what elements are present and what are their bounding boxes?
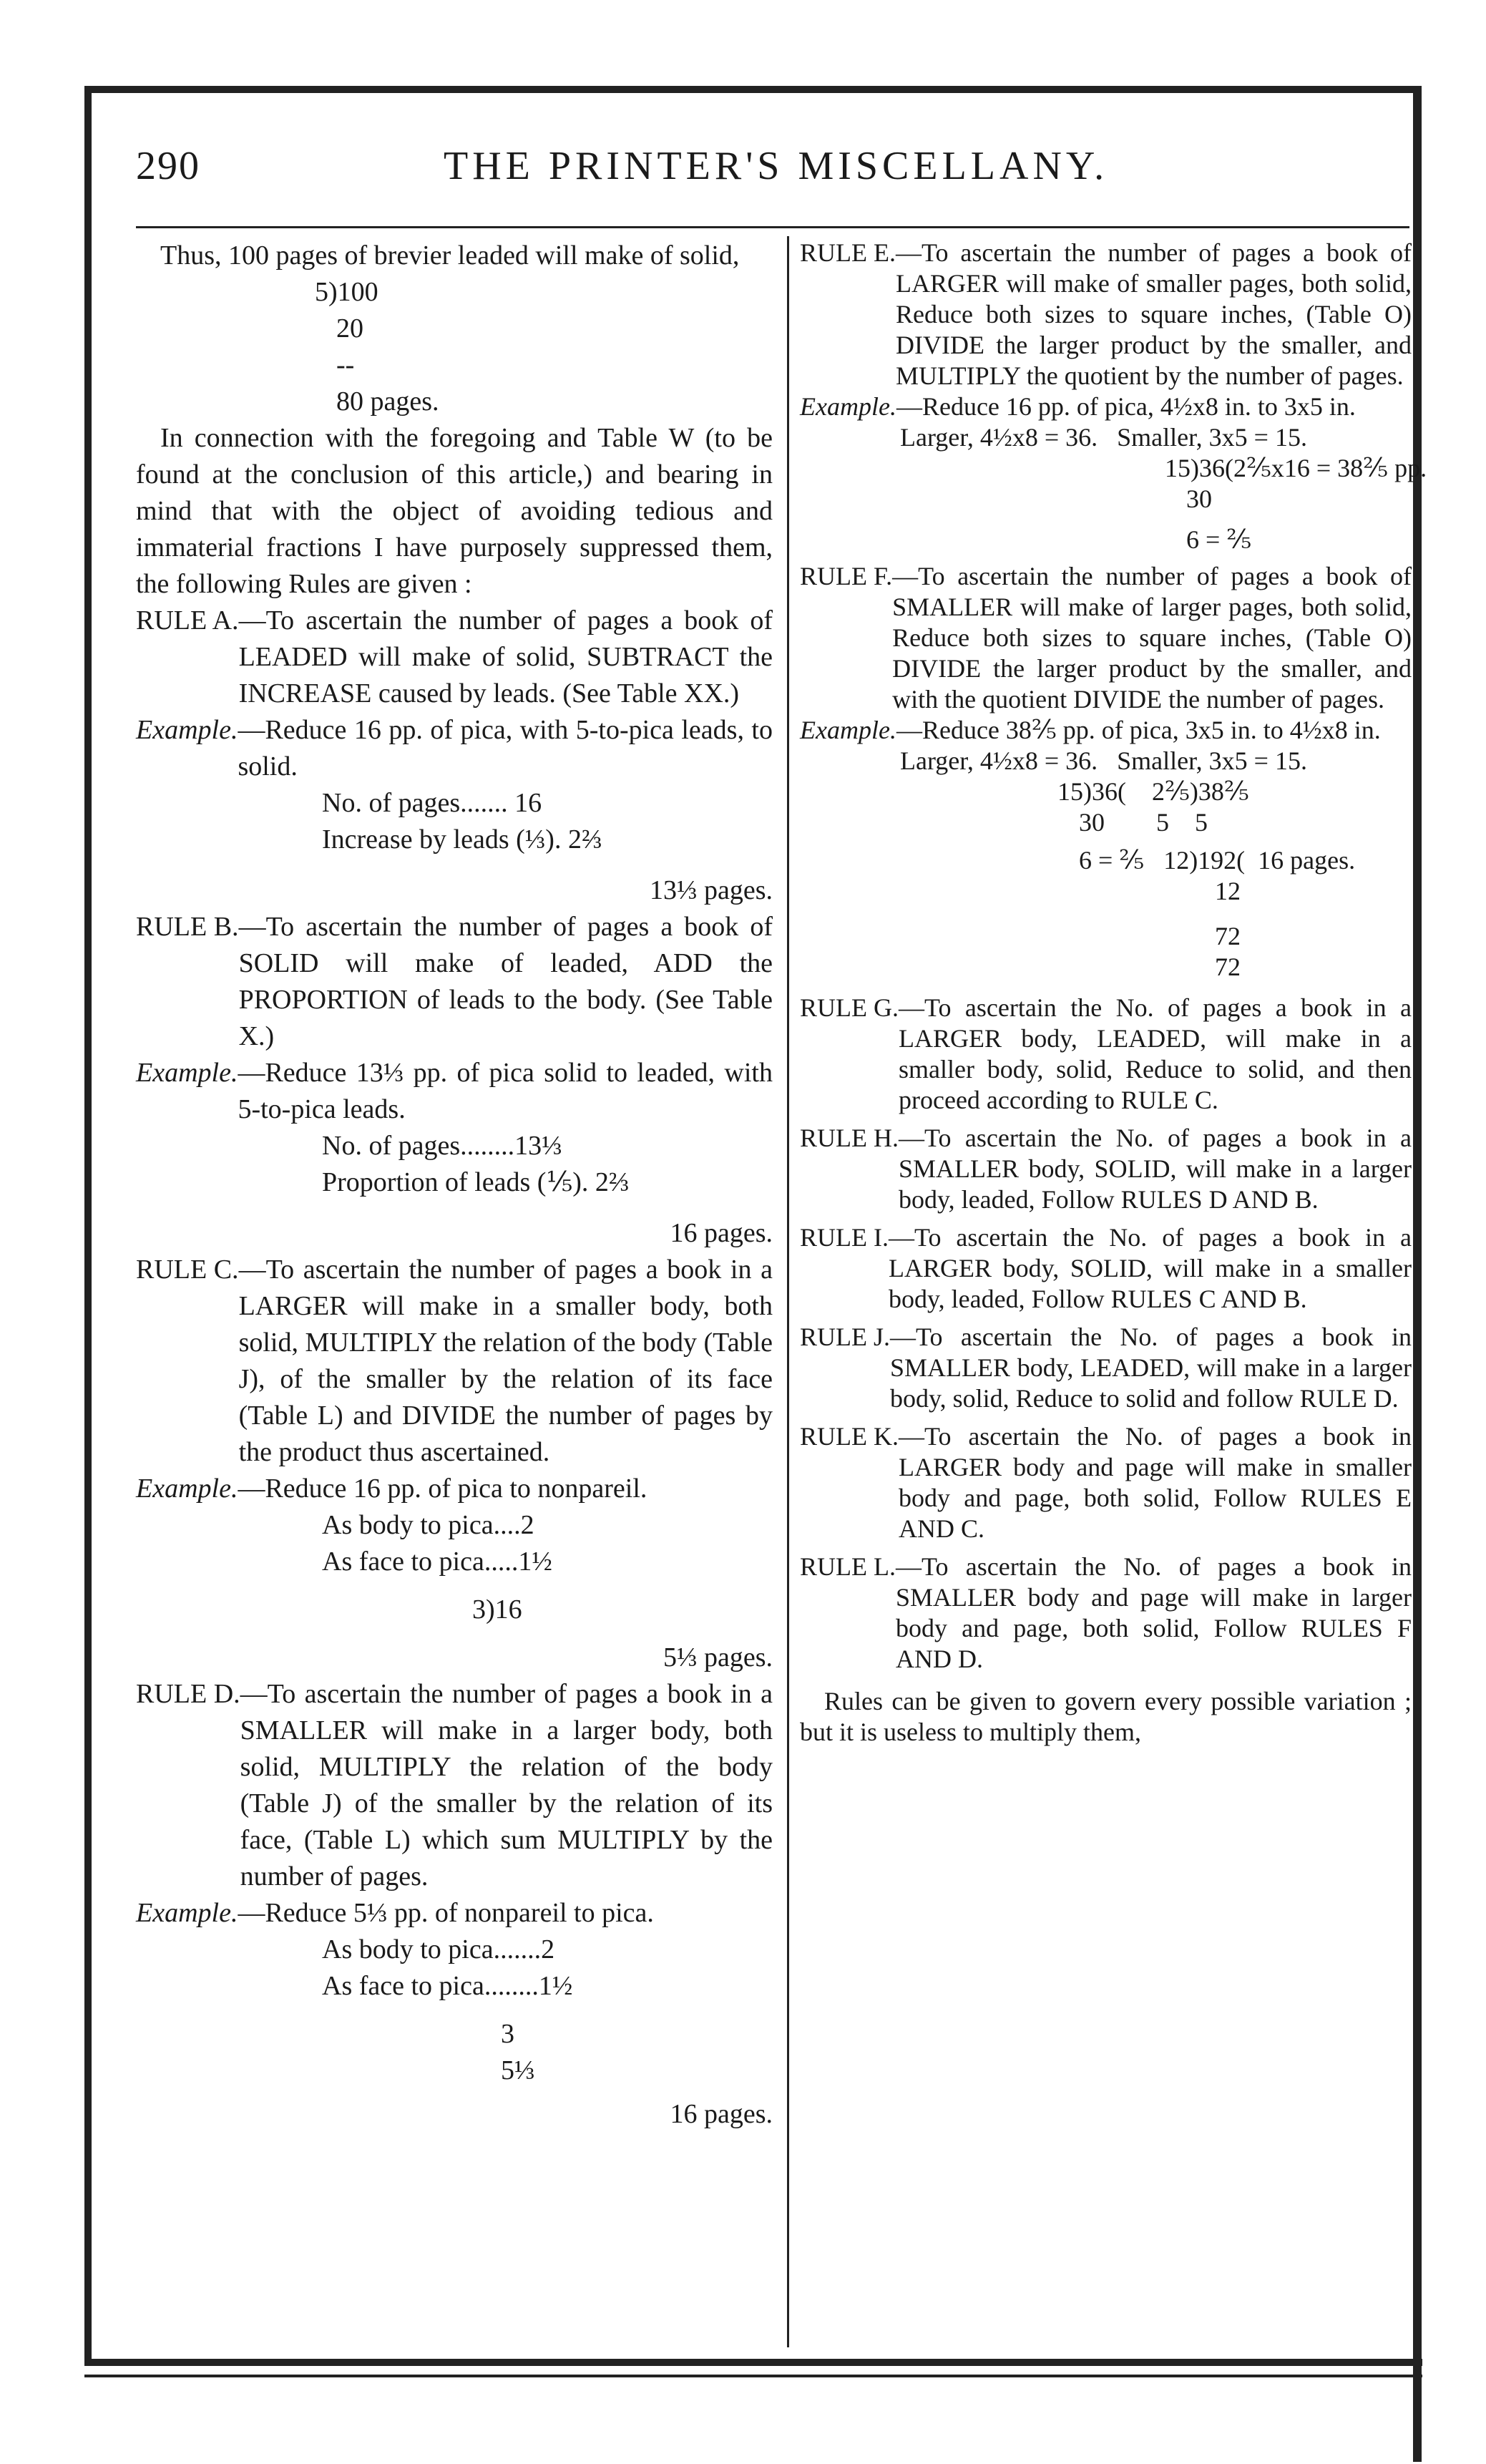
header-rule (136, 226, 1409, 228)
rule-c (136, 1252, 773, 1471)
example-a (136, 712, 773, 785)
rule-g (800, 993, 1412, 1116)
rule-label: RULE K. (800, 1422, 899, 1451)
rule-label: RULE D. (136, 1679, 240, 1709)
page-border-top (84, 86, 1417, 93)
rule-e (800, 238, 1412, 391)
example-d (136, 1895, 773, 1932)
example-label: Example. (136, 1474, 238, 1504)
calc-line: Larger, 4½x8 = 36. Smaller, 3x5 = 15. (900, 746, 1307, 775)
example-label: Example. (800, 716, 896, 744)
rule-l (800, 1552, 1412, 1675)
rule-d (136, 1676, 773, 1895)
running-title: THE PRINTER'S MISCELLANY. (444, 144, 1109, 188)
rule-text: —To ascertain the No. of pages a book in a SMALLER body, SOLID, will make in a larger body, leaded, Follow RULES D AND B. (899, 1124, 1412, 1214)
calc-line: Larger, 4½x8 = 36. Smaller, 3x5 = 15. (900, 423, 1307, 452)
page-border-bottom (84, 2359, 1422, 2366)
calc-line: Proportion of leads (⅕). 2⅔ (322, 1167, 630, 1197)
example-a-calc (136, 785, 773, 909)
rule-label: RULE L. (800, 1552, 896, 1581)
rule-i (800, 1222, 1412, 1315)
calc-line: 5)100 (315, 277, 378, 307)
example-b (136, 1055, 773, 1128)
example-label: Example. (136, 1058, 238, 1088)
example-text: —Reduce 5⅓ pp. of nonpareil to pica. (238, 1898, 654, 1928)
example-d-calc (136, 1932, 773, 2133)
rule-text: —To ascertain the No. of pages a book in SMALLER body, LEADED, will make in a larger body, solid, Reduce to solid and follow RULE D. (890, 1323, 1412, 1413)
example-e (800, 391, 1412, 422)
page-number: 290 (136, 144, 200, 188)
calc-result: 16 pages. (670, 2099, 773, 2129)
example-b-calc (136, 1128, 773, 1252)
calc-line: 15)36( 2⅖)38⅖ (1057, 777, 1249, 806)
rule-k (800, 1421, 1412, 1544)
rule-j (800, 1322, 1412, 1414)
rule-text: —To ascertain the No. of pages a book in a LARGER body, SOLID, will make in a smaller body, leaded, Follow RULES C AND B. (888, 1223, 1412, 1313)
rule-text: —To ascertain the No. of pages a book in SMALLER body and page will make in larger body and page, both solid, Follow RULES F AND D. (895, 1552, 1412, 1673)
page-border-right (1413, 86, 1422, 2462)
calc-line: 3 (501, 2019, 514, 2049)
rule-text: —To ascertain the number of pages a book of LEADED will make of solid, SUBTRACT the INCREASE caused by leads. (See Table XX.) (238, 605, 773, 708)
example-text: —Reduce 16 pp. of pica to nonpareil. (238, 1474, 647, 1504)
rule-text: —To ascertain the No. of pages a book in a LARGER body, LEADED, will make in a smaller body, solid, Reduce to solid, and then proceed according to RULE C. (899, 993, 1412, 1114)
rules-intro-paragraph: In connection with the foregoing and Table W (to be found at the conclusion of this article,) and bearing in mind that with the object of avoiding tedious and immaterial fractions I have purposely suppressed them, the following Rules are given : (136, 423, 773, 599)
intro-paragraph: Thus, 100 pages of brevier leaded will make of solid, (160, 240, 740, 271)
column-divider (787, 236, 789, 2347)
calc-line: Increase by leads (⅓). 2⅔ (322, 824, 602, 854)
right-column (800, 238, 1427, 1748)
rule-h (800, 1123, 1412, 1215)
rule-text: —To ascertain the number of pages a book in a SMALLER will make in a larger body, both solid, MULTIPLY the relation of the body (Table J) of the smaller by the relation of its face, (Table L) which sum MULTIPLY by the number of pages. (240, 1679, 773, 1891)
calc-line: 6 = ⅖ 12)192( 16 pages. (1079, 846, 1356, 875)
example-e-calc (800, 422, 1427, 555)
example-c-calc (136, 1507, 773, 1676)
rule-label: RULE I. (800, 1223, 889, 1252)
rule-text: —To ascertain the number of pages a book in a LARGER will make in a smaller body, both solid, MULTIPLY the relation of the body (Table J), of the smaller by the relation of its face (Table L) and DIVIDE the number of pages by the product thus ascertained. (238, 1255, 773, 1467)
left-column (136, 238, 773, 2133)
calc-result: 16 pages. (670, 1218, 773, 1248)
rule-label: RULE G. (800, 993, 899, 1022)
rule-label: RULE E. (800, 238, 896, 267)
rule-text: —To ascertain the number of pages a book of SOLID will make of leaded, ADD the PROPORTION of leads to the body. (See Table X.) (238, 912, 773, 1051)
example-f (800, 715, 1412, 746)
example-text: —Reduce 38⅖ pp. of pica, 3x5 in. to 4½x8 in. (896, 716, 1381, 744)
closing-paragraph: Rules can be given to govern every possible variation ; but it is useless to multiply them, (800, 1687, 1412, 1746)
example-text: —Reduce 13⅓ pp. of pica solid to leaded, with 5-to-pica leads. (238, 1058, 773, 1124)
example-label: Example. (136, 1898, 238, 1928)
rule-label: RULE C. (136, 1255, 239, 1285)
rule-f (800, 561, 1412, 715)
example-label: Example. (136, 715, 238, 745)
calc-line: 30 (1186, 484, 1212, 513)
calc-line: 5⅓ (501, 2055, 535, 2085)
calc-line: 6 = ⅖ (1186, 525, 1252, 554)
calc-line: 15)36(2⅖x16 = 38⅖ pp. (1165, 454, 1427, 482)
calc-line: No. of pages....... 16 (322, 788, 542, 818)
calc-line: As face to pica.....1½ (322, 1547, 552, 1577)
calc-line: 3)16 (472, 1594, 522, 1625)
example-text: —Reduce 16 pp. of pica, with 5-to-pica leads, to solid. (238, 715, 773, 781)
rule-label: RULE B. (136, 912, 239, 942)
rule-label: RULE A. (136, 605, 239, 636)
example-f-calc (800, 746, 1412, 983)
calc-line: -- (336, 350, 355, 380)
rule-a (136, 603, 773, 712)
rule-text: —To ascertain the number of pages a book of LARGER will make of smaller pages, both solid, Reduce both sizes to square inches, (Table O) DIVIDE the larger product by the smaller, and MULTIPLY the quotient by the number of pages. (895, 238, 1412, 390)
calc-line: 72 (1215, 922, 1241, 950)
rule-text: —To ascertain the number of pages a book of SMALLER will make of larger pages, both solid, Reduce both sizes to square inches, (Table O) DIVIDE the larger product by the smaller, and with the quotient DIVIDE the number of pages. (892, 562, 1412, 714)
page-border-bottom-inner (84, 2375, 1422, 2377)
calc-line: 80 pages. (336, 386, 439, 417)
calc-line: 20 (336, 313, 363, 344)
rule-label: RULE J. (800, 1323, 890, 1351)
calc-result: 5⅓ pages. (663, 1642, 773, 1672)
calc-line: 30 5 5 (1079, 808, 1208, 837)
calc-line: 72 (1215, 953, 1241, 981)
example-label: Example. (800, 392, 896, 421)
calc-line: 12 (1215, 877, 1241, 905)
calc-line: No. of pages........13⅓ (322, 1131, 562, 1161)
page-border-left (84, 86, 92, 2365)
rule-text: —To ascertain the No. of pages a book in LARGER body and page will make in smaller body and page, both solid, Follow RULES E AND C. (899, 1422, 1412, 1543)
calc-block-1 (136, 274, 773, 420)
calc-result: 13⅓ pages. (649, 875, 773, 905)
page-header (136, 143, 1409, 208)
rule-b (136, 909, 773, 1055)
calc-line: As face to pica........1½ (322, 1971, 573, 2001)
calc-line: As body to pica.......2 (322, 1934, 555, 1964)
example-text: —Reduce 16 pp. of pica, 4½x8 in. to 3x5 in. (896, 392, 1356, 421)
example-c (136, 1471, 773, 1507)
rule-label: RULE F. (800, 562, 893, 590)
calc-line: As body to pica....2 (322, 1510, 534, 1540)
rule-label: RULE H. (800, 1124, 899, 1152)
